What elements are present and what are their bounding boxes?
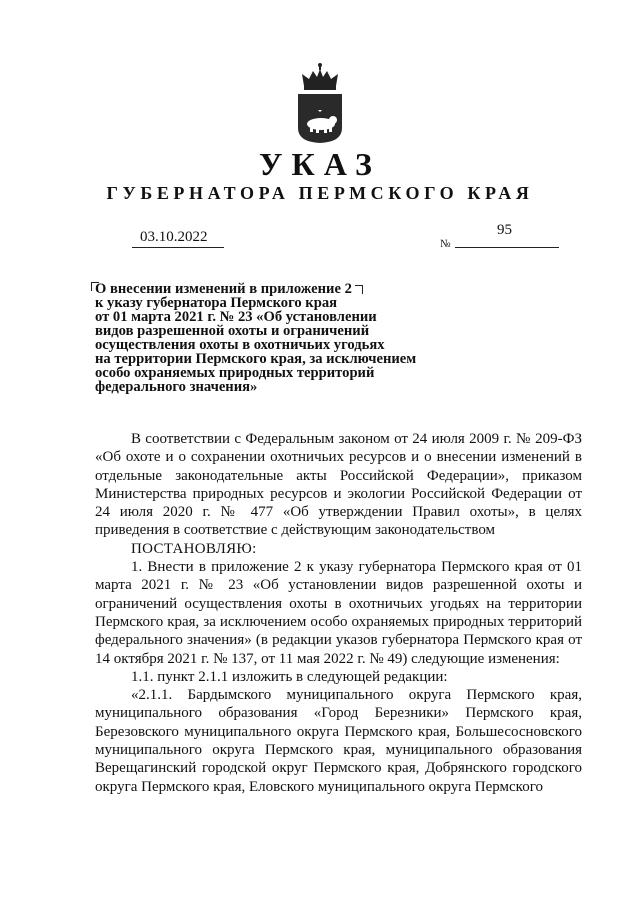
document-number: 95 [497, 222, 512, 238]
document-title-line: на территории Пермского края, за исключением [95, 351, 417, 367]
number-label: № [440, 238, 451, 250]
document-date: 03.10.2022 [140, 229, 208, 245]
preamble-paragraph: В соответствии с Федеральным законом от 24 июля 2009 г. № 209-ФЗ «Об охоте и о сохранении охотничьих ресурсов и о внесении изменений в отдельные законодательные акты Российской Федерации», приказом Министерства природных ресурсов и экологии Российской Федерации от 24 июля 2020 г. № 477 «Об утверждении Правил охоты», в целях приведения в соответствие с действующим законодательством [95, 431, 582, 539]
document-title [95, 282, 455, 394]
document-type-title: УКАЗ [259, 146, 381, 182]
document-body [95, 430, 582, 796]
document-title-line: от 01 марта 2021 г. № 23 «Об установлении [95, 309, 377, 325]
number-underline [455, 247, 559, 248]
date-underline [132, 247, 224, 248]
document-title-line: видов разрешенной охоты и ограничений [95, 323, 370, 339]
document-title-line: О внесении изменений в приложение 2 [95, 281, 352, 297]
issuer-subtitle: ГУБЕРНАТОРА ПЕРМСКОГО КРАЯ [106, 183, 534, 203]
document-title-line: к указу губернатора Пермского края [95, 295, 338, 311]
decree-word: ПОСТАНОВЛЯЮ: [131, 540, 257, 557]
item-2-1-1-paragraph: «2.1.1. Бардымского муниципального округа Пермского края, муниципального образования «Город Березники» Пермского края, Березовского муниципального округа Пермского края, Большесосновского муниципального округа Пермского края, муниципального образования Верещагинский городской округ Пермского края, Добрянского городского округа Пермского края, Еловского муниципального округа Пермского [95, 687, 582, 795]
perm-krai-coat-of-arms-icon [296, 62, 344, 144]
document-title-line: федерального значения» [95, 379, 258, 395]
document-title-line: особо охраняемых природных территорий [95, 365, 375, 381]
item-1-paragraph: 1. Внести в приложение 2 к указу губернатора Пермского края от 01 марта 2021 г. № 23 «Об установлении видов разрешенной охоты и ограничений осуществления охоты в охотничьих угодьях на территории Пермского края, за исключением особо охраняемых природных территорий федерального значения» (в редакции указов губернатора Пермского края от 14 октября 2021 г. № 137, от 11 мая 2022 г. № 49) следующие изменения: [95, 559, 582, 667]
document-title-line: осуществления охоты в охотничьих угодьях [95, 337, 385, 353]
item-1-1-paragraph: 1.1. пункт 2.1.1 изложить в следующей редакции: [131, 668, 448, 685]
